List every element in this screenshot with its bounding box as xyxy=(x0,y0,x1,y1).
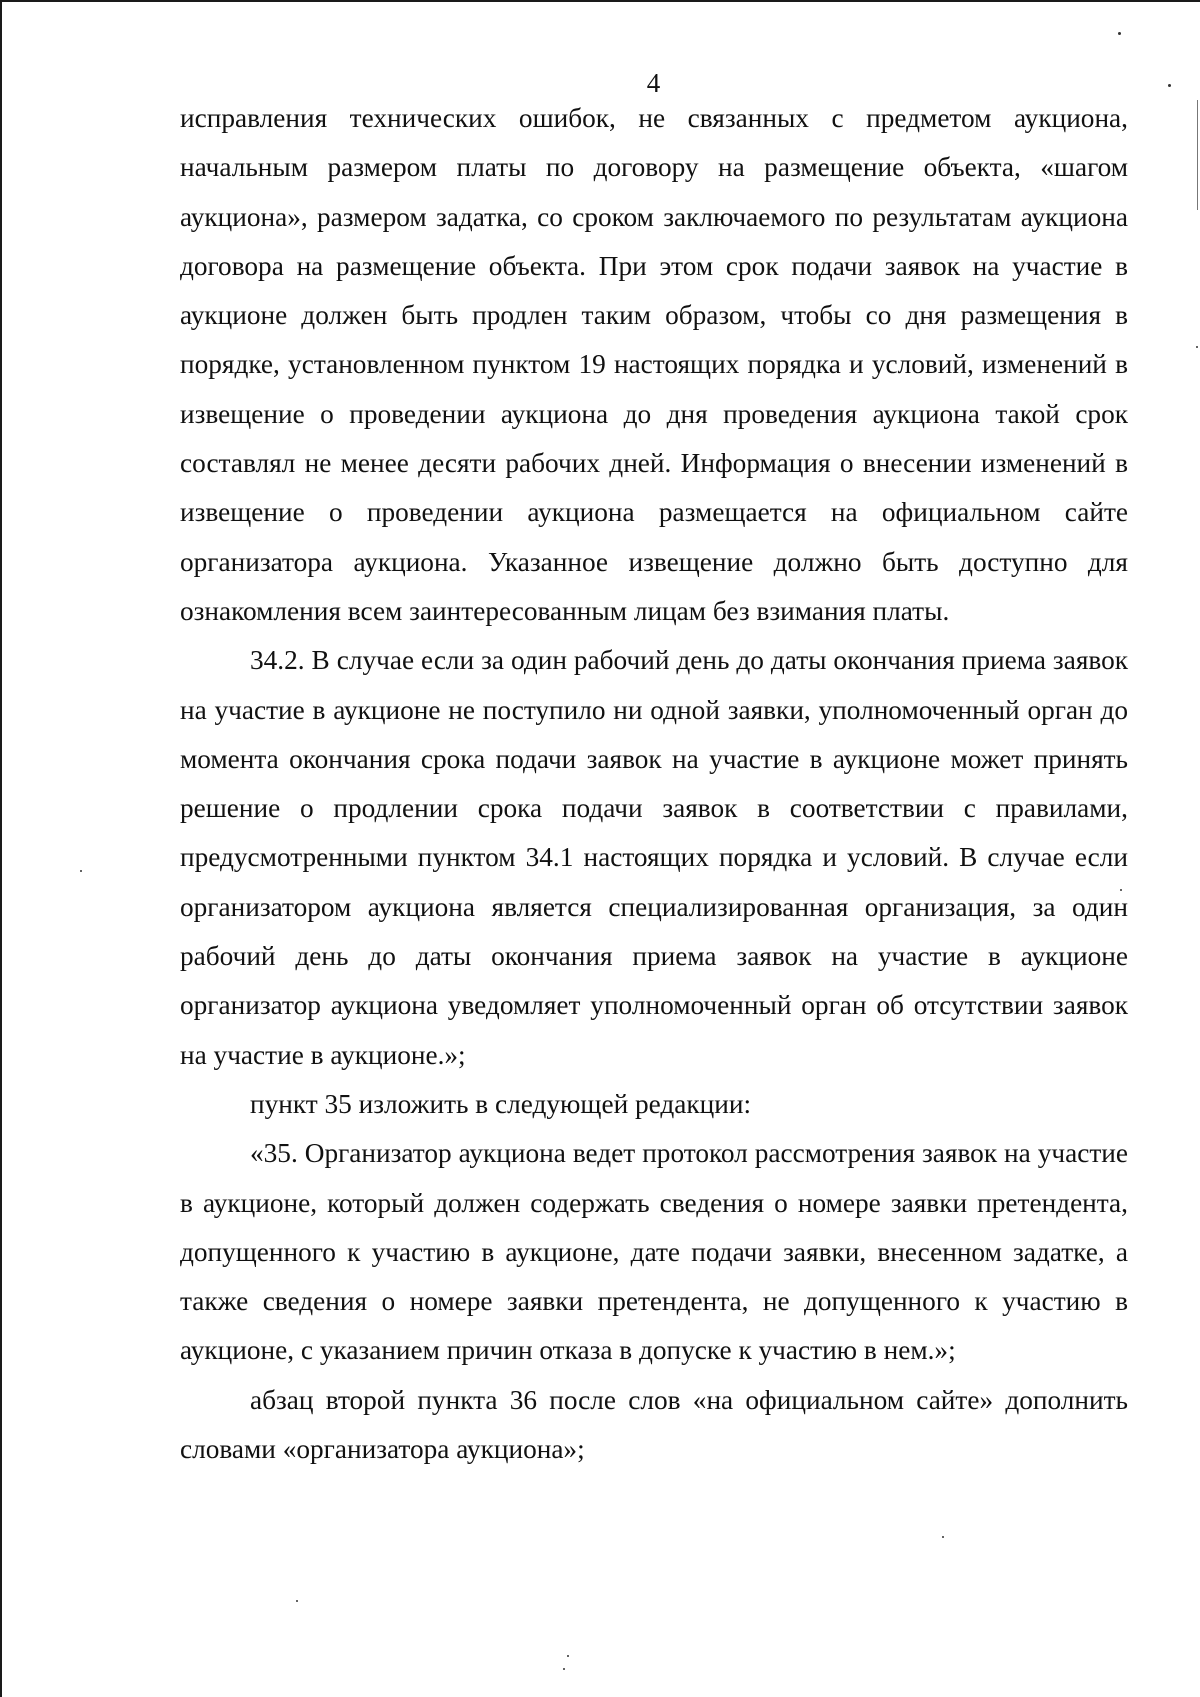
scan-speck xyxy=(567,1655,569,1657)
paragraph-35: «35. Организатор аукциона ведет протокол рассмотрения заявок на участие в аукционе, который должен содержать сведения о номере заявки претендента, допущенного к участию в аукционе, дате подачи заявки, внесенном задатке, а также сведения о номере заявки претендента, не допущенного к участию в аукционе, с указанием причин отказа в допуске к участию в нем.»; xyxy=(180,1138,1128,1366)
page-number: 4 xyxy=(646,68,661,98)
paragraph-continuation: исправления технических ошибок, не связанных с предметом аукциона, начальным размером платы по договору на размещение объекта, «шагом аукциона», размером задатка, со сроком заключаемого по результатам аукциона договора на размещение объекта. При этом срок подачи заявок на участие в аукционе должен быть продлен таким образом, чтобы со дня размещения в порядке, установленном пунктом 19 настоящих порядка и условий, изменений в извещение о проведении аукциона до дня проведения аукциона такой срок составлял не менее десяти рабочих дней. Информация о внесении изменений в извещение о проведении аукциона размещается на официальном сайте организатора аукциона. Указанное извещение должно быть доступно для ознакомления всем заинтересованным лицам без взимания платы. xyxy=(180,103,1128,626)
scan-speck xyxy=(296,1600,298,1602)
scan-speck xyxy=(563,1668,565,1670)
document-body xyxy=(180,94,1128,1474)
scan-speck xyxy=(80,870,82,872)
scan-top-border xyxy=(0,0,1200,2)
scan-speck xyxy=(942,1536,944,1538)
scan-left-border xyxy=(0,0,2,1697)
scan-speck xyxy=(1196,346,1198,348)
paragraph-amend-35-intro: пункт 35 изложить в следующей редакции: xyxy=(250,1088,752,1119)
paragraph-34-2: 34.2. В случае если за один рабочий день до даты окончания приема заявок на участие в аукционе не поступило ни одной заявки, уполномоченный орган до момента окончания срока подачи заявок на участие в аукционе может принять решение о продлении срока подачи заявок в соответствии с правилами, предусмотренными пунктом 34.1 настоящих порядка и условий. В случае если организатором аукциона является специализированная организация, за один рабочий день до даты окончания приема заявок на участие в аукционе организатор аукциона уведомляет уполномоченный орган об отсутствии заявок на участие в аукционе.»; xyxy=(180,645,1128,1070)
scan-right-edge-mark xyxy=(1197,100,1198,210)
scan-speck xyxy=(1118,32,1121,35)
paragraph-amend-36: абзац второй пункта 36 после слов «на официальном сайте» дополнить словами «организатора аукциона»; xyxy=(180,1384,1128,1465)
